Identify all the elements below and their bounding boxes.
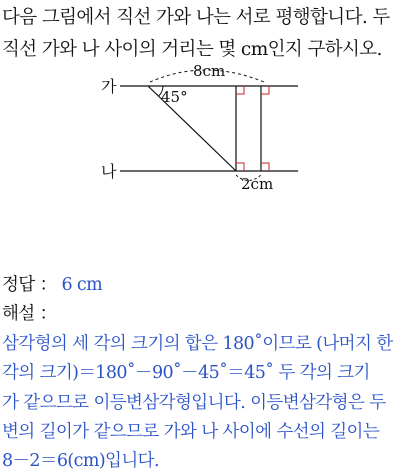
explanation-line-3: 가 같으므로 이등변삼각형입니다. 이등변삼각형은 두 — [2, 393, 386, 413]
line-na-label: 나 — [101, 162, 117, 181]
top-length-label: 8cm — [193, 62, 226, 80]
explanation-line-5: 8－2＝6(cm)입니다. — [2, 451, 159, 471]
problem-text-line-2: 직선 가와 나 사이의 거리는 몇 cm인지 구하시오. — [2, 39, 382, 60]
right-angle-marker-top-left — [236, 86, 244, 94]
explanation-line-1: 삼각형의 세 각의 크기의 합은 180˚이므로 (나머지 한 — [2, 334, 393, 354]
answer-value: 6 cm — [61, 275, 103, 295]
parallel-lines-diagram — [0, 0, 400, 200]
right-angle-marker-top-right — [261, 86, 269, 94]
right-angle-marker-bottom-left — [236, 163, 244, 171]
problem-text-line-1: 다음 그림에서 직선 가와 나는 서로 평행합니다. 두 — [2, 7, 390, 28]
explanation-label: 해설 ： — [2, 304, 57, 324]
bottom-length-label: 2cm — [241, 175, 274, 193]
answer-label: 정답 ： — [2, 275, 62, 295]
right-angle-marker-bottom-right — [261, 163, 269, 171]
explanation-line-4: 변의 길이가 같으므로 가와 나 사이에 수선의 길이는 — [2, 422, 380, 442]
angle-label: 45° — [161, 88, 188, 106]
answer-row — [2, 271, 102, 296]
line-ga-label: 가 — [101, 77, 117, 96]
explanation-line-2: 각의 크기)＝180˚－90˚－45˚＝45˚ 두 각의 크기 — [2, 363, 370, 383]
